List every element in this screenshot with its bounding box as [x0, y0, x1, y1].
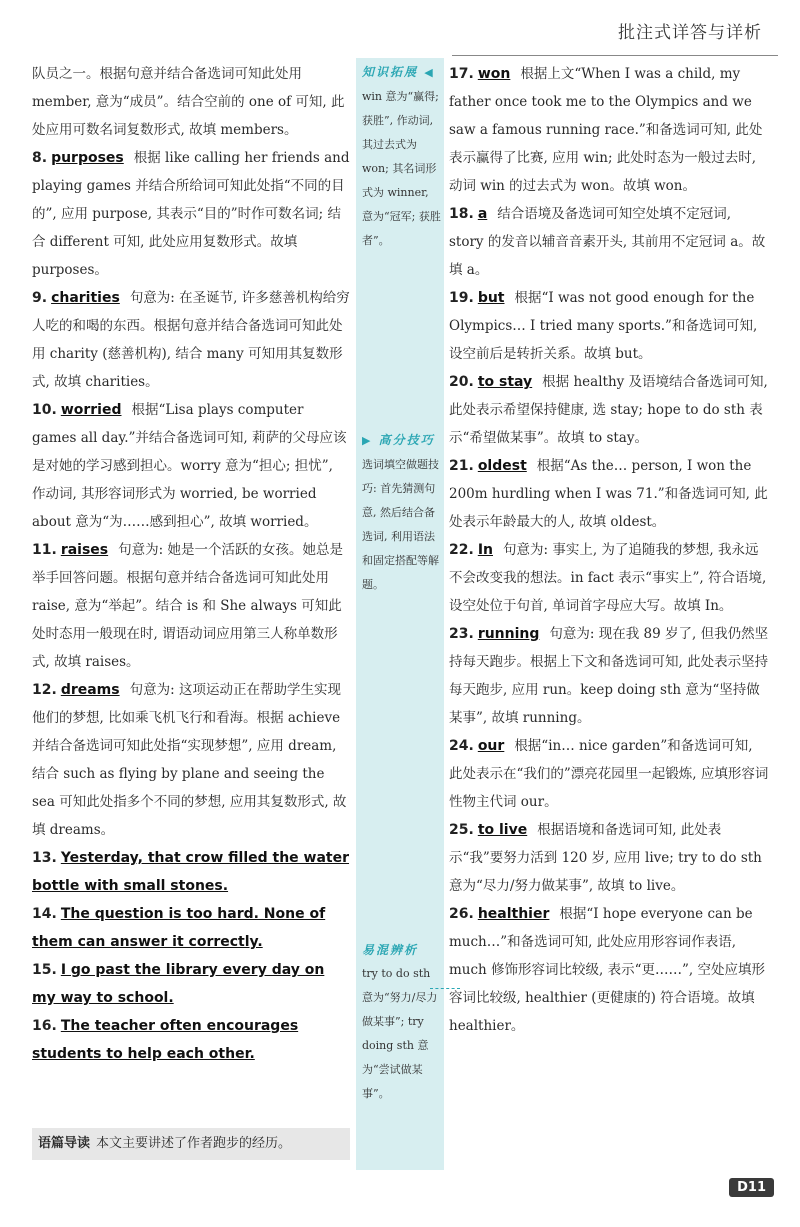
item-explanation: 根据“in… nice garden”和备选词可知, 此处表示在“我们的”漂亮花园里一起锻炼, 应填形容词性物主代词 our。 — [449, 738, 769, 810]
side-note-text: try to do sth 意为“努力/尽力做某事”; try doing sth 意为“尝试做某事”。 — [362, 967, 438, 1100]
item-explanation: 根据“As the… person, I won the 200m hurdling when I was 71.”和备选词可知, 此处表示年龄最大的人, 故填 oldest。 — [449, 458, 768, 530]
side-note-heading: ▶ 高分技巧 — [362, 433, 435, 447]
item-answer: to live — [477, 822, 528, 838]
item-number: 25. — [449, 822, 474, 838]
answer-item-8 — [32, 144, 350, 284]
item-answer: running — [477, 626, 540, 642]
answer-item-11 — [32, 536, 350, 676]
item-explanation: 根据上文“When I was a child, my father once took me to the Olympics and we saw a famous running race.”和备选词可知, 此处表示赢得了比赛, 应用 win; 此处时态为一般过去时, 动词 win 的过去式为 won。故填 won。 — [449, 66, 763, 194]
answer-item-19 — [449, 284, 769, 368]
passage-guide — [32, 1128, 350, 1160]
side-notes-column — [356, 58, 444, 1170]
item-answer: to stay — [477, 374, 533, 390]
sentence-item-16 — [32, 1012, 350, 1068]
item-explanation: 根据“I was not good enough for the Olympics… I tried many sports.”和备选词可知, 设空前后是转折关系。故填 but。 — [449, 290, 758, 362]
item-number: 16. — [32, 1018, 57, 1034]
item-explanation: 句意为: 她是一个活跃的女孩。她总是举手回答问题。根据句意并结合备选词可知此处用 raise, 意为“举起”。结合 is 和 She always 可知此处时态用一般现在时, 谓语动词应用第三人称单数形式, 故填 raises。 — [32, 542, 343, 670]
item-explanation: 结合语境及备选词可知空处填不定冠词, story 的发音以辅音音素开头, 其前用不定冠词 a。故填 a。 — [449, 206, 766, 278]
answer-item-21 — [449, 452, 769, 536]
side-note-knowledge — [362, 60, 442, 253]
item-explanation: 句意为: 事实上, 为了追随我的梦想, 我永远不会改变我的想法。in fact 表示“事实上”, 符合语境, 设空处位于句首, 单词首字母应大写。故填 In。 — [449, 542, 767, 614]
item-number: 22. — [449, 542, 474, 558]
right-column — [449, 60, 769, 1040]
item-answer: a — [477, 206, 488, 222]
item-number: 8. — [32, 150, 48, 166]
arrow-right-icon: ▶ — [362, 434, 373, 447]
sentence-answer: The teacher often encourages students to help each other. — [32, 1018, 299, 1062]
arrow-left-icon: ◀ — [424, 66, 435, 79]
left-column — [32, 60, 350, 1068]
item-number: 18. — [449, 206, 474, 222]
item-number: 23. — [449, 626, 474, 642]
side-note-text: 选词填空做题技巧: 首先猜测句意, 然后结合备选词, 利用语法和固定搭配等解题。 — [362, 458, 439, 591]
item-number: 15. — [32, 962, 57, 978]
page-header — [0, 0, 800, 56]
left-intro: 队员之一。根据句意并结合备选词可知此处用 member, 意为“成员”。结合空前的 one of 可知, 此处应用可数名词复数形式, 故填 members。 — [32, 66, 345, 138]
passage-guide-text: 本文主要讲述了作者跑步的经历。 — [96, 1136, 292, 1151]
item-answer: our — [477, 738, 505, 754]
item-explanation: 根据 healthy 及语境结合备选词可知, 此处表示希望保持健康, 选 stay; hope to do sth 表示“希望做某事”。故填 to stay。 — [449, 374, 768, 446]
item-answer: but — [477, 290, 505, 306]
item-answer: raises — [60, 542, 109, 558]
item-number: 9. — [32, 290, 48, 306]
sentence-item-13 — [32, 844, 350, 900]
item-answer: won — [477, 66, 511, 82]
side-note-tips — [362, 428, 442, 597]
sentence-answer: Yesterday, that crow filled the water bottle with small stones. — [32, 850, 350, 894]
item-number: 26. — [449, 906, 474, 922]
item-answer: In — [477, 542, 493, 558]
item-number: 20. — [449, 374, 474, 390]
side-note-confusables — [362, 938, 442, 1106]
item-answer: worried — [60, 402, 122, 418]
answer-item-26 — [449, 900, 769, 1040]
sentence-answer: I go past the library every day on my way to school. — [32, 962, 325, 1006]
side-note-heading: 易混辨析 — [362, 943, 419, 957]
side-note-heading: 知识拓展 ◀ — [362, 65, 435, 79]
side-note-text: win 意为“赢得; 获胜”, 作动词, 其过去式为 won; 其名词形式为 winner, 意为“冠军; 获胜者”。 — [362, 90, 441, 247]
item-answer: oldest — [477, 458, 527, 474]
sentence-answer: The question is too hard. None of them can answer it correctly. — [32, 906, 326, 950]
item-explanation: 根据 like calling her friends and playing games 并结合所给词可知此处指“不同的目的”, 应用 purpose, 其表示“目的”时作可数名词; 结合 different 可知, 此处应用复数形式。故填 purposes。 — [32, 150, 350, 278]
item-number: 19. — [449, 290, 474, 306]
item-explanation: 根据“I hope everyone can be much…”和备选词可知, 此处应用形容词作表语, much 修饰形容词比较级, 表示“更……”, 空处应填形容词比较级, healthier (更健康的) 符合语境。故填 healthier。 — [449, 906, 766, 1034]
answer-item-20 — [449, 368, 769, 452]
answer-item-24 — [449, 732, 769, 816]
answer-item-10 — [32, 396, 350, 536]
item-answer: healthier — [477, 906, 550, 922]
item-number: 21. — [449, 458, 474, 474]
item-explanation: 根据语境和备选词可知, 此处表示“我”要努力活到 120 岁, 应用 live; try to do sth 意为“尽力/努力做某事”, 故填 to live。 — [449, 822, 762, 894]
item-answer: purposes — [51, 150, 124, 166]
item-explanation: 根据“Lisa plays computer games all day.”并结合备选词可知, 莉萨的父母应该是对她的学习感到担心。worry 意为“担心; 担忧”, 作动词, 其形容词形式为 worried, be worried about 意为“为……感到担心”, 故填 worried。 — [32, 402, 347, 530]
answer-item-9 — [32, 284, 350, 396]
item-explanation: 句意为: 这项运动正在帮助学生实现他们的梦想, 比如乘飞机飞行和看海。根据 achieve 并结合备选词可知此处指“实现梦想”, 应用 dream, 结合 such as flying by plane and seeing the sea 可知此处指多个不同的梦想, 应用其复数形式, 故填 dreams。 — [32, 682, 347, 838]
header-title: 批注式详答与详析 — [618, 23, 762, 43]
answer-item-23 — [449, 620, 769, 732]
answer-item-12 — [32, 676, 350, 844]
item-explanation: 句意为: 在圣诞节, 许多慈善机构给穷人吃的和喝的东西。根据句意并结合备选词可知此处用 charity (慈善机构), 结合 many 可知用其复数形式, 故填 charities。 — [32, 290, 350, 390]
item-answer: charities — [51, 290, 120, 306]
item-number: 11. — [32, 542, 57, 558]
sentence-item-15 — [32, 956, 350, 1012]
answer-item-22 — [449, 536, 769, 620]
answer-item-18 — [449, 200, 769, 284]
answer-item-25 — [449, 816, 769, 900]
item-number: 17. — [449, 66, 474, 82]
item-number: 24. — [449, 738, 474, 754]
item-number: 12. — [32, 682, 57, 698]
item-explanation: 句意为: 现在我 89 岁了, 但我仍然坚持每天跑步。根据上下文和备选词可知, 此处表示坚持每天跑步, 应用 run。keep doing sth 意为“坚持做某事”, 故填 running。 — [449, 626, 769, 726]
answer-item-17 — [449, 60, 769, 200]
page-number-badge: D11 — [729, 1178, 774, 1197]
item-number: 13. — [32, 850, 57, 866]
item-number: 10. — [32, 402, 57, 418]
item-number: 14. — [32, 906, 57, 922]
item-answer: dreams — [60, 682, 120, 698]
sentence-item-14 — [32, 900, 350, 956]
passage-guide-label: 语篇导读 — [38, 1136, 91, 1151]
header-rule — [452, 55, 778, 56]
